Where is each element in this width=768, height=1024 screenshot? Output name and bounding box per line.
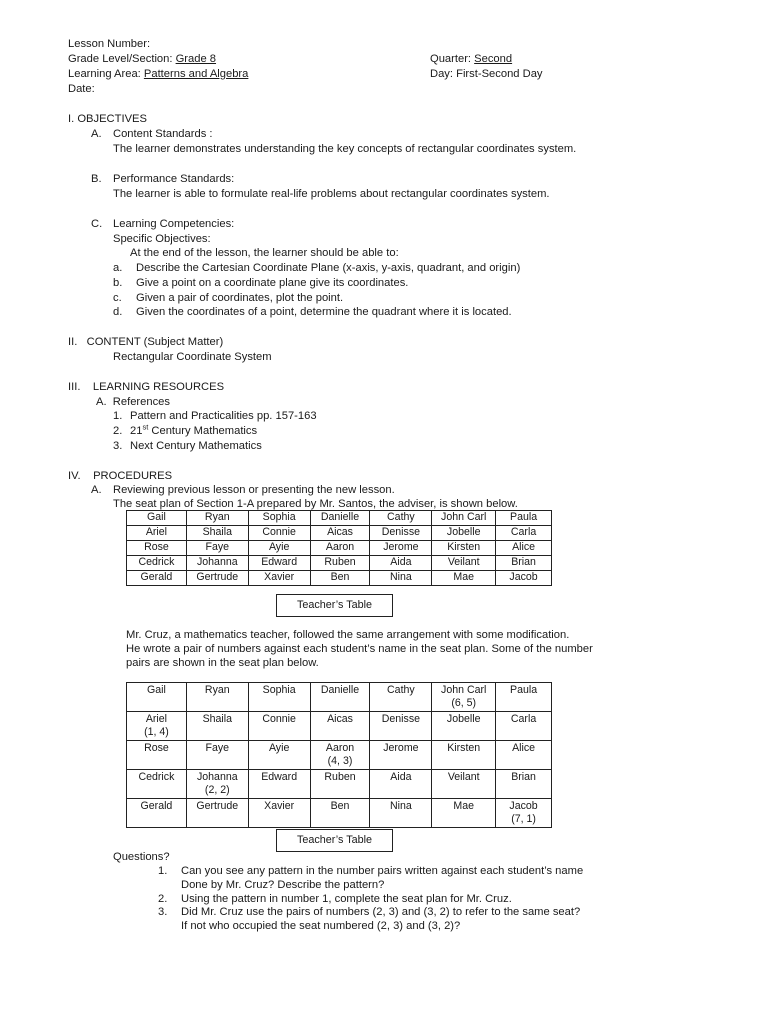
seat-cell: Ariel (127, 526, 187, 541)
student-name: Aaron (325, 742, 355, 754)
seat-cell (496, 712, 552, 741)
reference-text-pre: 21 (130, 425, 143, 437)
paragraph-line: He wrote a pair of numbers against each student’s name in the seat plan. Some of the number (126, 643, 593, 655)
seat-plan-table-cruz (126, 682, 552, 828)
student-name: Gail (147, 684, 166, 696)
teachers-table-box: Teacher’s Table (276, 594, 393, 617)
question-number: 2. (158, 893, 168, 905)
seat-cell (186, 741, 248, 770)
seat-cell (248, 741, 310, 770)
learning-area-value: Patterns and Algebra (143, 68, 249, 80)
objective-item-text: Describe the Cartesian Coordinate Plane (x-axis, y-axis, quadrant, and origin) (136, 262, 521, 274)
seat-cell: Cedrick (127, 556, 187, 571)
seat-coordinates: (2, 2) (204, 784, 230, 796)
seat-cell (310, 741, 370, 770)
teachers-table-box: Teacher’s Table (276, 829, 393, 852)
reference-number: 3. (113, 440, 123, 452)
seat-cell (127, 741, 187, 770)
seat-cell (186, 799, 248, 828)
seat-row (127, 770, 552, 799)
student-name: Kirsten (447, 742, 481, 754)
seat-cell (186, 683, 248, 712)
seat-cell: Jobelle (432, 526, 496, 541)
seat-cell: Johanna (186, 556, 248, 571)
grade-value: Grade 8 (175, 53, 217, 65)
question-number: 3. (158, 906, 168, 918)
seat-cell: Ben (310, 571, 370, 586)
objective-item-text: Given a pair of coordinates, plot the point. (136, 292, 344, 304)
seat-cell (248, 799, 310, 828)
lesson-number-label: Lesson Number: (68, 38, 151, 50)
student-name: Cedrick (138, 771, 175, 783)
seat-cell: Nina (370, 571, 432, 586)
student-name: Jacob (509, 800, 538, 812)
procedures-heading: IV. PROCEDURES (68, 470, 173, 482)
quarter-line (430, 52, 512, 66)
reference-text: Pattern and Practicalities pp. 157-163 (130, 410, 317, 422)
seat-cell: John Carl (432, 511, 496, 526)
seat-cell: Jerome (370, 541, 432, 556)
seat-cell: Gail (127, 511, 187, 526)
seat-cell (432, 712, 496, 741)
learning-competencies-title: Learning Competencies: (113, 218, 235, 230)
seat-cell (127, 770, 187, 799)
seat-cell (127, 712, 187, 741)
seat-cell: Danielle (310, 511, 370, 526)
objective-item-text: Given the coordinates of a point, determine the quadrant where it is located. (136, 306, 512, 318)
content-text: Rectangular Coordinate System (113, 351, 272, 363)
question-text: Using the pattern in number 1, complete the seat plan for Mr. Cruz. (181, 893, 512, 905)
objective-item-text: Give a point on a coordinate plane give its coordinates. (136, 277, 409, 289)
objective-item-marker: b. (113, 277, 123, 289)
student-name: Mae (453, 800, 475, 812)
seat-cell: Ayie (248, 541, 310, 556)
student-name: Connie (262, 713, 296, 725)
seat-row (127, 526, 552, 541)
student-name: Alice (512, 742, 536, 754)
seat-cell (310, 712, 370, 741)
seat-cell (432, 799, 496, 828)
seat-cell: Rose (127, 541, 187, 556)
seat-cell (248, 770, 310, 799)
paragraph-line: pairs are shown in the seat plan below. (126, 657, 319, 669)
student-name: Veilant (447, 771, 480, 783)
seat-cell: Shaila (186, 526, 248, 541)
day-label: Day: First-Second Day (430, 68, 543, 80)
seat-cell (370, 741, 432, 770)
seat-cell: Connie (248, 526, 310, 541)
seat-cell: Aaron (310, 541, 370, 556)
seat-cell: Kirsten (432, 541, 496, 556)
content-standards-text: The learner demonstrates understanding the key concepts of rectangular coordinates system. (113, 143, 577, 155)
seat-cell (248, 683, 310, 712)
reference-text: Next Century Mathematics (130, 440, 262, 452)
seat-cell: Carla (496, 526, 552, 541)
student-name: Jobelle (446, 713, 481, 725)
procedure-a-title: Reviewing previous lesson or presenting the new lesson. (113, 484, 395, 496)
seat-row (127, 741, 552, 770)
seat-cell: Aicas (310, 526, 370, 541)
student-name: Ariel (145, 713, 168, 725)
objective-item-marker: a. (113, 262, 123, 274)
content-standards-title: Content Standards : (113, 128, 213, 140)
seat-cell: Cathy (370, 511, 432, 526)
seat-cell (496, 683, 552, 712)
seat-cell (496, 741, 552, 770)
seat-cell: Veilant (432, 556, 496, 571)
student-name: Paula (510, 684, 538, 696)
specific-objectives-label: Specific Objectives: (113, 233, 211, 245)
student-name: John Carl (441, 684, 487, 696)
seat-row (127, 541, 552, 556)
reference-superscript: st (142, 422, 149, 432)
questions-label: Questions? (113, 851, 170, 863)
student-name: Gerald (140, 800, 173, 812)
grade-label: Grade Level/Section: (68, 53, 176, 65)
seat-cell (310, 799, 370, 828)
student-name: Shaila (202, 713, 233, 725)
seat-cell (310, 770, 370, 799)
seat-cell (310, 683, 370, 712)
student-name: Cathy (387, 684, 415, 696)
student-name: Brian (511, 771, 536, 783)
student-name: Rose (144, 742, 169, 754)
seat-cell: Jacob (496, 571, 552, 586)
seat-cell: Mae (432, 571, 496, 586)
seat-cell: Edward (248, 556, 310, 571)
seat-coordinates: (7, 1) (511, 813, 536, 825)
seat-cell (370, 799, 432, 828)
objective-item-marker: c. (113, 292, 122, 304)
seat-row (127, 683, 552, 712)
student-name: Xavier (264, 800, 295, 812)
seat-cell (370, 683, 432, 712)
seat-cell (370, 770, 432, 799)
student-name: Aicas (327, 713, 353, 725)
quarter-value: Second (474, 53, 513, 65)
seat-cell (432, 741, 496, 770)
question-text: Did Mr. Cruz use the pairs of numbers (2, 3) and (3, 2) to refer to the same seat? (181, 906, 581, 918)
reference-text (130, 424, 257, 438)
learning-area-line (68, 67, 248, 81)
objectives-heading: I. OBJECTIVES (68, 113, 147, 125)
student-name: Aida (390, 771, 412, 783)
seat-cell: Xavier (248, 571, 310, 586)
student-name: Danielle (320, 684, 360, 696)
question-text: If not who occupied the seat numbered (2, 3) and (3, 2)? (181, 920, 461, 932)
seat-cell (432, 770, 496, 799)
procedure-a-intro: The seat plan of Section 1-A prepared by Mr. Santos, the adviser, is shown below. (113, 498, 518, 510)
seat-cell (127, 683, 187, 712)
seat-cell (370, 712, 432, 741)
seat-cell: Denisse (370, 526, 432, 541)
seat-cell: Alice (496, 541, 552, 556)
seat-coordinates: (1, 4) (144, 726, 169, 738)
student-name: Ayie (268, 742, 290, 754)
seat-row (127, 799, 552, 828)
seat-cell: Aida (370, 556, 432, 571)
student-name: Ryan (204, 684, 230, 696)
seat-row (127, 511, 552, 526)
student-name: Ruben (324, 771, 356, 783)
student-name: Carla (510, 713, 537, 725)
student-name: Jerome (383, 742, 419, 754)
objective-item-marker: d. (113, 306, 123, 318)
reference-number: 1. (113, 410, 123, 422)
seat-row (127, 712, 552, 741)
quarter-label: Quarter: (430, 53, 475, 65)
question-number: 1. (158, 865, 168, 877)
seat-cell (186, 770, 248, 799)
references-label: A. References (96, 396, 170, 408)
learning-area-label: Learning Area: (68, 68, 144, 80)
seat-cell (248, 712, 310, 741)
student-name: Sophia (262, 684, 296, 696)
seat-cell: Sophia (248, 511, 310, 526)
performance-standards-title: Performance Standards: (113, 173, 235, 185)
seat-cell (127, 799, 187, 828)
seat-cell: Ruben (310, 556, 370, 571)
student-name: Edward (261, 771, 298, 783)
seat-cell: Paula (496, 511, 552, 526)
date-label: Date: (68, 83, 95, 95)
student-name: Gertrude (196, 800, 239, 812)
student-name: Faye (205, 742, 230, 754)
seat-row (127, 556, 552, 571)
seat-cell: Faye (186, 541, 248, 556)
seat-cell (496, 799, 552, 828)
objective-a-label: A. (91, 128, 102, 140)
seat-cell: Gertrude (186, 571, 248, 586)
student-name: Denisse (381, 713, 421, 725)
student-name: Johanna (196, 771, 238, 783)
seat-cell: Brian (496, 556, 552, 571)
seat-coordinates: (4, 3) (327, 755, 353, 767)
grade-line (68, 52, 216, 66)
resources-heading: III. LEARNING RESOURCES (68, 381, 225, 393)
seat-cell (432, 683, 496, 712)
seat-row (127, 571, 552, 586)
objective-b-label: B. (91, 173, 102, 185)
reference-number: 2. (113, 425, 123, 437)
performance-standards-text: The learner is able to formulate real-life problems about rectangular coordinates system. (113, 188, 550, 200)
seat-cell (186, 712, 248, 741)
seat-cell: Gerald (127, 571, 187, 586)
content-heading: II. CONTENT (Subject Matter) (68, 336, 224, 348)
seat-coordinates: (6, 5) (451, 697, 477, 709)
question-text: Done by Mr. Cruz? Describe the pattern? (181, 879, 385, 891)
reference-text-post: Century Mathematics (148, 425, 258, 437)
objectives-intro: At the end of the lesson, the learner should be able to: (130, 247, 399, 259)
procedure-a-label: A. (91, 484, 102, 496)
seat-cell: Ryan (186, 511, 248, 526)
seat-cell (496, 770, 552, 799)
seat-plan-table-santos (126, 510, 552, 586)
question-text: Can you see any pattern in the number pairs written against each student’s name (181, 865, 584, 877)
objective-c-label: C. (91, 218, 103, 230)
student-name: Nina (389, 800, 412, 812)
student-name: Ben (330, 800, 350, 812)
paragraph-line: Mr. Cruz, a mathematics teacher, followed the same arrangement with some modification. (126, 629, 570, 641)
